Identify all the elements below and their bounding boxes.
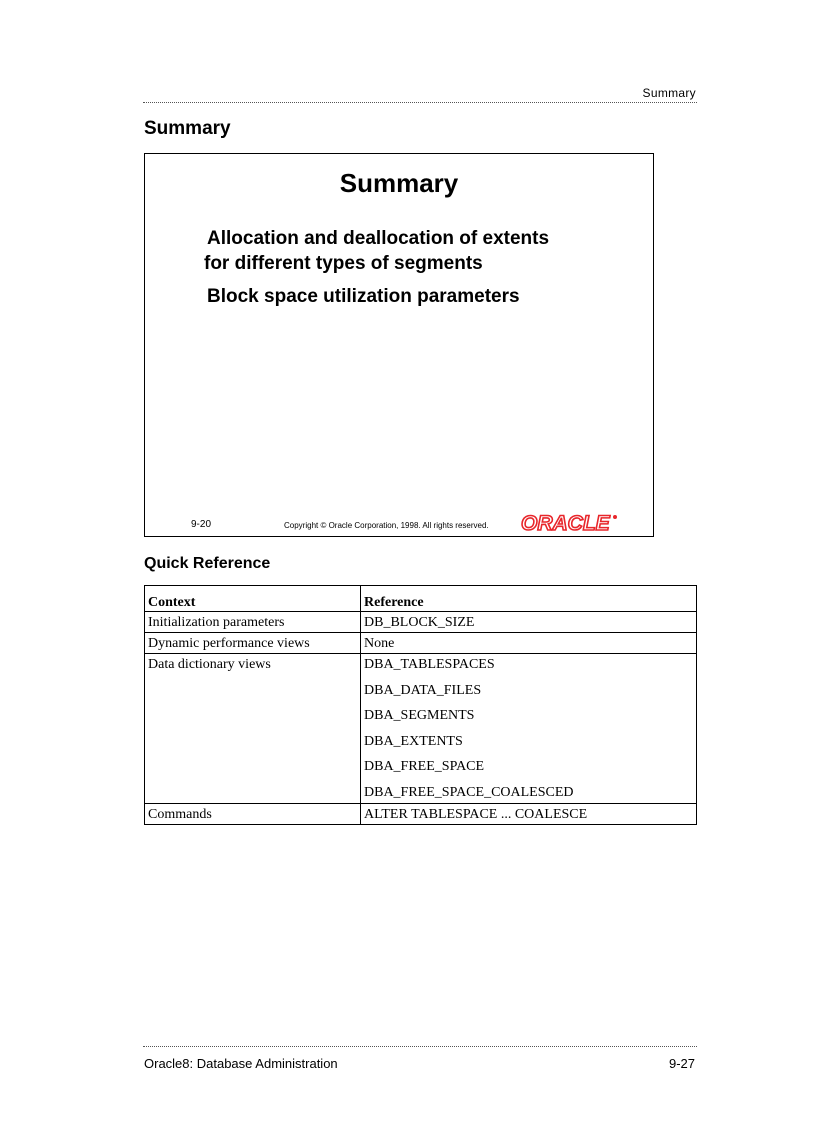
reference-item: DBA_SEGMENTS xyxy=(364,708,475,724)
slide-bullet xyxy=(207,284,520,309)
table-row xyxy=(145,803,697,824)
footer-page-number: 9-27 xyxy=(668,1056,695,1071)
table-row xyxy=(145,633,697,654)
reference-cell xyxy=(361,803,697,824)
quick-reference-table xyxy=(144,585,697,825)
header-divider xyxy=(143,102,697,103)
reference-cell xyxy=(361,612,697,633)
table-row xyxy=(145,612,697,633)
context-cell: Dynamic performance views xyxy=(145,633,361,654)
footer-divider xyxy=(143,1046,697,1047)
slide-copyright: Copyright © Oracle Corporation, 1998. All rights reserved. xyxy=(284,521,489,530)
slide-bullet-line: Block space utilization parameters xyxy=(207,286,520,307)
slide-title: Summary xyxy=(339,168,459,198)
quick-reference-heading: Quick Reference xyxy=(144,555,271,572)
reference-item: DBA_FREE_SPACE_COALESCED xyxy=(364,784,574,800)
slide-bullet-line: for different types of segments xyxy=(204,253,483,274)
column-header-context: Context xyxy=(145,586,361,612)
footer-book-title: Oracle8: Database Administration xyxy=(144,1056,338,1071)
reference-item: DBA_FREE_SPACE xyxy=(364,759,485,775)
section-title: Summary xyxy=(144,118,231,139)
context-cell: Initialization parameters xyxy=(145,612,361,633)
table-header-row xyxy=(145,586,697,612)
slide-bullet-line: Allocation and deallocation of extents xyxy=(207,228,550,249)
oracle-logo xyxy=(521,512,621,539)
context-cell: Data dictionary views xyxy=(145,654,361,804)
context-cell: Commands xyxy=(145,803,361,824)
slide-number: 9-20 xyxy=(191,519,212,530)
reference-cell xyxy=(361,654,697,804)
table-row xyxy=(145,654,697,804)
reference-cell xyxy=(361,633,697,654)
running-header: Summary xyxy=(642,86,696,100)
reference-item: DBA_EXTENTS xyxy=(364,733,463,749)
reference-item: DBA_TABLESPACES xyxy=(364,657,495,672)
reference-item: ALTER TABLESPACE ... COALESCE xyxy=(364,806,588,822)
oracle-logo-text: ORACLE xyxy=(521,512,610,534)
reference-item: None xyxy=(364,636,395,651)
reference-item: DBA_DATA_FILES xyxy=(364,682,482,698)
column-header-reference: Reference xyxy=(361,586,697,612)
slide-frame xyxy=(144,153,654,537)
reference-item: DB_BLOCK_SIZE xyxy=(364,615,475,630)
registered-mark-icon xyxy=(613,515,617,519)
slide-bullet xyxy=(204,226,550,276)
